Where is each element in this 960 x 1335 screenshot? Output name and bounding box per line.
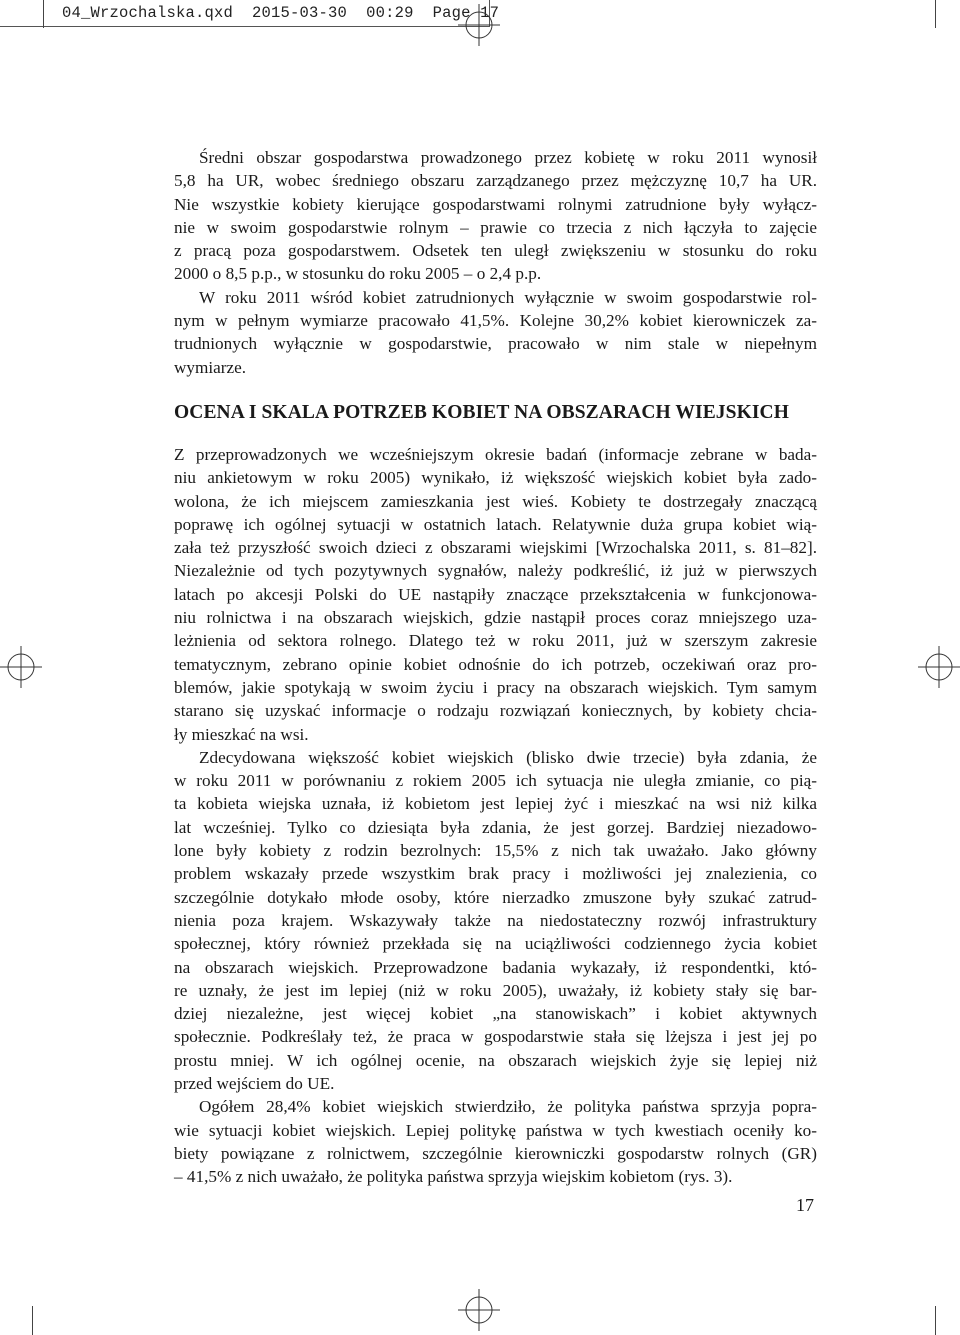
- registration-mark-right-icon: [918, 646, 960, 688]
- text-line: leżnienia od sektora rolnego. Dlatego też w roku 2011, już w szerszym zakresie: [174, 631, 817, 651]
- text-line: 5,8 ha UR, wobec średniego obszaru zarządzanego przez mężczyznę 10,7 ha UR.: [174, 171, 817, 191]
- text-line: wolona, że ich miejscem zamieszkania jest wieś. Kobiety te dostrzegały znaczącą: [174, 491, 817, 511]
- trim-mark-bottom-left: [32, 1306, 33, 1335]
- slug-page: Page 17: [432, 4, 500, 22]
- text-line: poprawę ich ogólnej sytuacji w ostatnich latach. Relatywnie duża grupa kobiet wią-: [174, 514, 817, 534]
- text-line: Średni obszar gospodarstwa prowadzonego przez kobietę w roku 2011 wynosił: [199, 148, 817, 167]
- body-text-top: [174, 146, 817, 379]
- slug-time: 00:29: [366, 4, 414, 22]
- text-line: – 41,5% z nich uważało, że polityka państwa sprzyja wiejskim kobietom (rys. 3).: [174, 1167, 733, 1187]
- text-line: dziej niezależne, jest więcej kobiet „na stanowiskach” i kobiet aktywnych: [174, 1004, 817, 1024]
- paragraph-state-policy: [174, 1095, 817, 1188]
- text-line: z pracą poza gospodarstwem. Odsetek ten uległ zwiększeniu w stosunku do roku: [174, 241, 817, 261]
- paragraph-farm-area: [174, 146, 817, 286]
- printer-slug: [62, 4, 499, 22]
- paragraph-situation-assessment: [174, 746, 817, 1095]
- paragraph-full-time: [174, 286, 817, 379]
- text-line: nym w pełnym wymiarze pracowało 41,5%. Kolejne 30,2% kobiet kierowniczek za-: [174, 311, 817, 331]
- text-line: nie w swoim gospodarstwie rolnym – prawie co trzecia z nich łączyła to zajęcie: [174, 217, 817, 237]
- text-line: latach po akcesji Polski do UE nastąpiły znaczące przekształcenia w funkcjonowa-: [174, 584, 817, 604]
- text-line: blemów, jakie spotykają w swoim życiu i pracy na obszarach wiejskich. Tym samym: [174, 677, 817, 697]
- registration-mark-left-icon: [0, 646, 42, 688]
- text-line: prostu mniej. W ich ogólnej ocenie, na obszarach wiejskich żyje się lepiej niż: [174, 1050, 817, 1070]
- text-line: niu ankietowym w roku 2005) wynikało, iż większość wiejskich kobiet była zado-: [174, 468, 817, 488]
- section-heading: OCENA I SKALA POTRZEB KOBIET NA OBSZARACH WIEJSKICH: [174, 402, 789, 423]
- text-line: ta kobieta wiejska uznała, iż kobietom jest lepiej żyć i mieszkać na wsi niż kilka: [174, 794, 817, 814]
- trim-mark-top-right: [935, 0, 936, 28]
- text-line: problem wskazały przede wszystkim brak pracy i możliwości jej znalezienia, co: [174, 864, 817, 884]
- text-line: lone były kobiety z rodzin bezrolnych: 15,5% z nich tak uważało. Jako główny: [174, 841, 817, 861]
- text-line: Nie wszystkie kobiety kierujące gospodarstwami rolnymi zatrudnione były wyłącz-: [174, 194, 817, 214]
- trim-mark-top-left: [43, 0, 44, 28]
- text-line: re uznały, że jest im lepiej (niż w roku 2005), uważały, iż kobiety stały się bar-: [174, 980, 817, 1000]
- text-line: 2000 o 8,5 p.p., w stosunku do roku 2005 – o 2,4 p.p.: [174, 264, 542, 284]
- slug-file: 04_Wrzochalska.qxd: [62, 4, 234, 22]
- text-line: Niezależnie od tych pozytywnych sygnałów, należy podkreślić, iż już w pierwszych: [174, 561, 817, 581]
- text-line: przed wejściem do UE.: [174, 1074, 335, 1094]
- text-line: nienia poza krajem. Wskazywały także na niedostateczny rozwój infrastruktury: [174, 910, 817, 930]
- trim-mark-bottom-right: [935, 1306, 936, 1335]
- text-line: Ogółem 28,4% kobiet wiejskich stwierdziło, że polityka państwa sprzyja popra-: [199, 1097, 817, 1117]
- text-line: wie sytuacji kobiet wiejskich. Lepiej politykę państwa w tych kwestiach oceniły ko-: [174, 1120, 817, 1140]
- registration-mark-top-icon: [458, 4, 500, 46]
- text-line: lat wcześniej. Tylko co dziesiąta była zdania, że jest gorzej. Bardziej niezadowo-: [174, 817, 817, 837]
- text-line: społecznej, który również przekłada się na uciążliwości codziennego życia kobiet: [174, 934, 817, 954]
- text-line: na obszarach wiejskich. Przeprowadzone badania wykazały, iż respondentki, któ-: [174, 957, 817, 977]
- registration-mark-bottom-icon: [458, 1289, 500, 1331]
- text-line: W roku 2011 wśród kobiet zatrudnionych wyłącznie w swoim gospodarstwie rol-: [199, 287, 817, 307]
- text-line: niu rolnictwa i na obszarach wiejskich, gdzie nastąpił proces coraz mniejszego uza-: [174, 608, 817, 628]
- text-line: biety powiązane z rolnictwem, szczególnie kierowniczki gospodarstw rolnych (GR): [174, 1143, 817, 1163]
- text-line: zała też przyszłość swoich dzieci z obszarami wiejskimi [Wrzochalska 2011, s. 81–82].: [174, 538, 817, 558]
- text-line: społecznie. Podkreślały też, że praca w gospodarstwie stała się lżejsza i jest jej po: [174, 1027, 817, 1047]
- text-line: Zdecydowana większość kobiet wiejskich (blisko dwie trzecie) była zdania, że: [199, 747, 817, 767]
- text-line: starano się uzyskać informacje o rodzaju rozwiązań koniecznych, by kobiety chcia-: [174, 701, 817, 721]
- body-text-section: [174, 443, 817, 1189]
- text-line: Z przeprowadzonych we wcześniejszym okresie badań (informacje zebrane w bada-: [174, 445, 817, 464]
- text-line: trudnionych wyłącznie w gospodarstwie, pracowało w nim stale w niepełnym: [174, 334, 817, 354]
- paragraph-earlier-research: [174, 443, 817, 746]
- text-line: ły mieszkać na wsi.: [174, 724, 309, 744]
- text-line: w roku 2011 w porównaniu z rokiem 2005 ich sytuacja nie uległa zmianie, co pią-: [174, 771, 817, 791]
- text-line: wymiarze.: [174, 357, 247, 377]
- text-line: tematycznym, zebrano opinie kobiet odnośnie do ich potrzeb, oczekiwań oraz pro-: [174, 654, 817, 674]
- slug-date: 2015-03-30: [252, 4, 348, 22]
- page-number: 17: [796, 1195, 814, 1215]
- text-line: szczególnie dotykało młode osoby, które nierzadko zmuszone były szukać zatrud-: [174, 887, 817, 907]
